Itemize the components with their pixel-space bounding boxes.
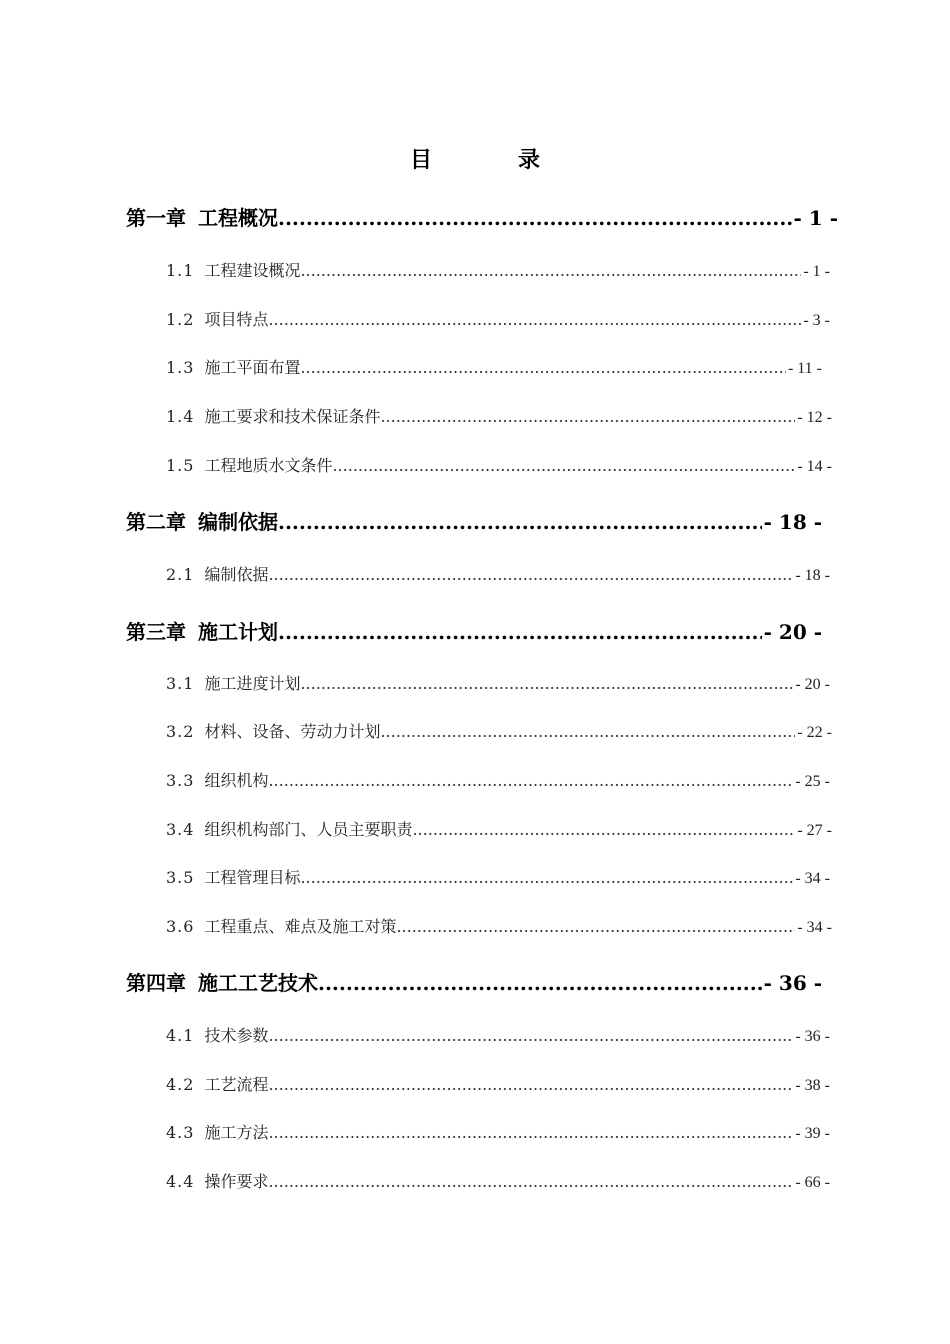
chapter-title: 施工计划 [198,620,278,644]
section-number: 3.6 [166,917,195,936]
section-number: 1.4 [166,407,195,426]
page-number: - 1 - [803,263,830,280]
section-title: 操作要求 [204,1172,269,1191]
section-number: 4.2 [166,1075,195,1094]
toc-section-3-2[interactable] [166,719,832,742]
leader-dots [268,1123,793,1142]
toc-section-1-5[interactable] [166,453,832,476]
section-number: 3.3 [166,771,195,790]
leader-dots [332,456,795,475]
toc-section-3-5[interactable] [166,865,830,888]
section-number: 3.4 [166,820,195,839]
toc-title: 目 录 [409,147,572,173]
section-number: 1.1 [166,261,195,280]
page-number: - 36 - [763,971,822,995]
leader-dots [396,917,795,936]
section-title: 项目特点 [204,310,269,329]
toc-chapter-2[interactable] [126,506,822,535]
section-title: 工程重点、难点及施工对策 [204,917,397,936]
leader-dots [300,868,793,887]
section-title: 施工方法 [204,1123,269,1142]
section-title: 材料、设备、劳动力计划 [204,722,381,741]
page-number: - 3 - [803,312,830,329]
page-number: - 20 - [763,620,822,644]
page-number: - 22 - [797,724,832,741]
section-number: 3.2 [166,722,195,741]
section-number: 4.4 [166,1172,195,1191]
page-number: - 1 - [793,206,838,230]
section-title: 工艺流程 [204,1075,269,1094]
page-number: - 18 - [795,567,830,584]
toc-section-2-1[interactable] [166,562,830,585]
toc-section-4-3[interactable] [166,1120,830,1143]
section-title: 施工要求和技术保证条件 [204,407,381,426]
section-title: 施工平面布置 [204,358,301,377]
section-title: 编制依据 [204,565,269,584]
toc-chapter-3[interactable] [126,616,822,645]
section-number: 3.5 [166,868,195,887]
leader-dots [278,206,792,230]
page-number: - 11 - [787,360,822,377]
leader-dots [380,722,795,741]
toc-section-3-6[interactable] [166,914,832,937]
chapter-title: 工程概况 [198,206,278,230]
toc-section-3-3[interactable] [166,768,830,791]
section-title: 工程管理目标 [204,868,301,887]
page-number: - 25 - [795,773,830,790]
page-number: - 38 - [795,1077,830,1094]
toc-section-4-1[interactable] [166,1023,830,1046]
chapter-title: 编制依据 [198,510,278,534]
page-number: - 14 - [797,458,832,475]
section-number: 1.3 [166,358,195,377]
section-title: 工程建设概况 [204,261,301,280]
section-title: 组织机构 [204,771,269,790]
section-number: 4.1 [166,1026,195,1045]
leader-dots [268,771,793,790]
page-number: - 18 - [763,510,822,534]
page-number: - 12 - [797,409,832,426]
section-number: 3.1 [166,674,195,693]
leader-dots [318,971,762,995]
toc-section-1-1[interactable] [166,258,830,281]
page-number: - 20 - [795,676,830,693]
chapter-number: 第一章 [126,206,186,230]
section-title: 工程地质水文条件 [204,456,333,475]
leader-dots [300,358,785,377]
leader-dots [300,674,793,693]
toc-section-3-1[interactable] [166,671,830,694]
section-number: 1.5 [166,456,195,475]
section-title: 施工进度计划 [204,674,301,693]
leader-dots [268,1172,793,1191]
leader-dots [268,565,793,584]
section-number: 2.1 [166,565,195,584]
toc-section-4-2[interactable] [166,1072,830,1095]
toc-chapter-1[interactable] [126,202,838,231]
leader-dots [268,1026,793,1045]
leader-dots [412,820,795,839]
section-title: 技术参数 [204,1026,269,1045]
leader-dots [278,620,762,644]
leader-dots [268,1075,793,1094]
page-number: - 34 - [795,870,830,887]
chapter-title: 施工工艺技术 [198,971,318,995]
page-number: - 66 - [795,1174,830,1191]
toc-chapter-4[interactable] [126,967,822,996]
chapter-number: 第四章 [126,971,186,995]
page-number: - 27 - [797,822,832,839]
leader-dots [380,407,795,426]
toc-section-4-4[interactable] [166,1169,830,1192]
leader-dots [300,261,801,280]
chapter-number: 第三章 [126,620,186,644]
section-title: 组织机构部门、人员主要职责 [204,820,413,839]
page-number: - 34 - [797,919,832,936]
section-number: 1.2 [166,310,195,329]
toc-section-1-4[interactable] [166,404,832,427]
toc-section-1-2[interactable] [166,307,830,330]
toc-section-3-4[interactable] [166,817,832,840]
leader-dots [268,310,801,329]
section-number: 4.3 [166,1123,195,1142]
page-number: - 36 - [795,1028,830,1045]
toc-section-1-3[interactable] [166,355,822,378]
leader-dots [278,510,762,534]
page-number: - 39 - [795,1125,830,1142]
chapter-number: 第二章 [126,510,186,534]
